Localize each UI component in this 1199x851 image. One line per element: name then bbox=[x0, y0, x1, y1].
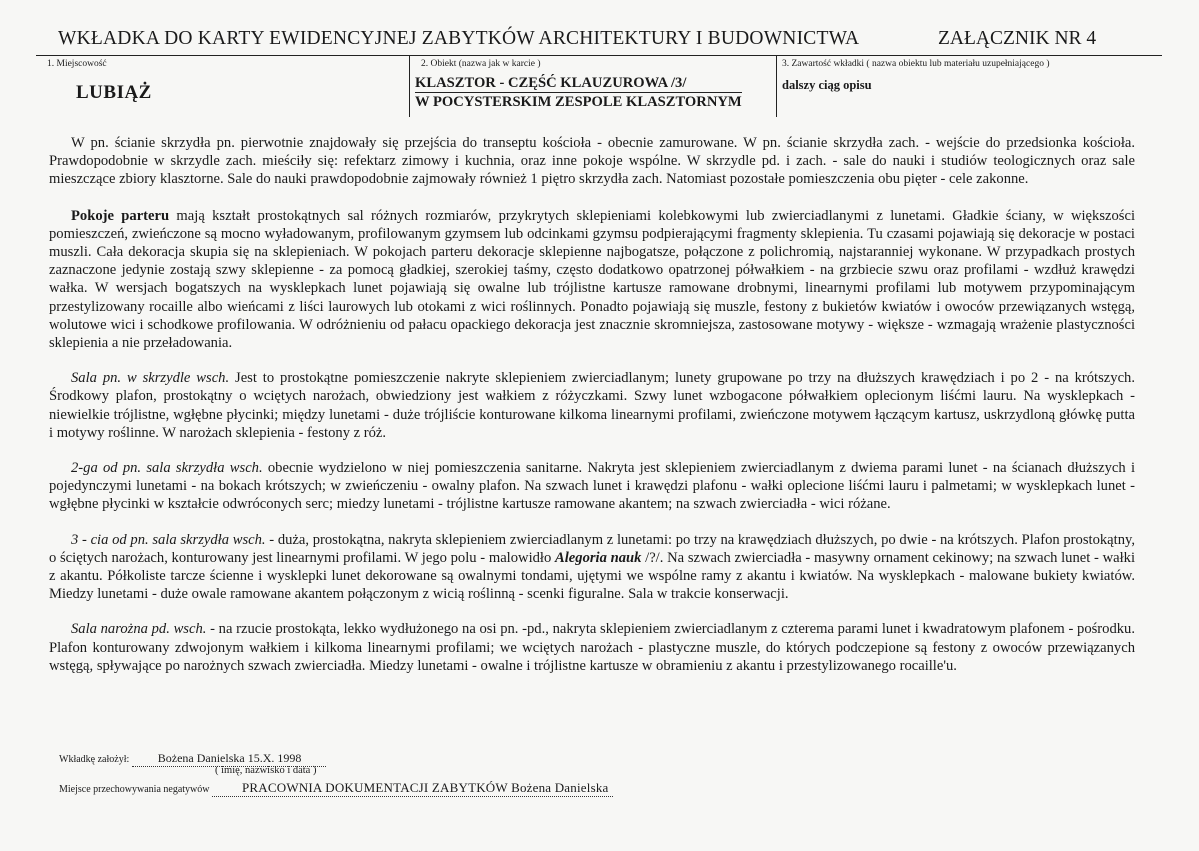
storage-line bbox=[59, 780, 613, 797]
storage-value: PRACOWNIA DOKUMENTACJI ZABYTKÓW Bożena Danielska bbox=[212, 780, 613, 797]
paragraph-4 bbox=[49, 459, 1135, 514]
header-table bbox=[36, 55, 1162, 117]
paragraph-5-painting-title: Alegoria nauk bbox=[555, 549, 642, 566]
annex-number: ZAŁĄCZNIK NR 4 bbox=[938, 28, 1097, 49]
object-name bbox=[415, 75, 773, 111]
object-cell bbox=[410, 56, 777, 117]
paragraph-3-lead: Sala pn. w skrzydle wsch. bbox=[71, 370, 230, 387]
description-body bbox=[49, 134, 1135, 675]
contents-label: 3. Zawartość wkładki ( nazwa obiektu lub materiału uzupełniającego ) bbox=[782, 59, 1050, 69]
object-name-line-2: W POCYSTERSKIM ZESPOLE KLASZTORNYM bbox=[415, 94, 742, 110]
object-label: 2. Obiekt (nazwa jak w karcie ) bbox=[421, 59, 541, 69]
form-title: WKŁADKA DO KARTY EWIDENCYJNEJ ZABYTKÓW ARCHITEKTURY I BUDOWNICTWA bbox=[58, 28, 860, 49]
object-name-line-1: KLASZTOR - CZĘŚĆ KLAUZUROWA /3/ bbox=[415, 75, 687, 91]
paragraph-2-text: mają kształt prostokątnych sal różnych rozmiarów, przykrytych sklepieniami kolebkowymi lub zwierciadlanymi z lunetami. Gładkie ściany, w większości pomieszczeń, zwieńczone są mocno wyładowanym, profilowanym gzymsem lub odcinkami gzymsu podpierającymi fragmenty sklepienia. Tu czasami pojawiają się dekoracje w postaci muszli. Cała dekoracja skupia się na sklepieniach. W pokojach parteru dekoracje sklepienne najbogatsze, połączone z polichromią, najstaranniej wykonane. W przypadkach prostych zaznaczone jedynie zostają szwy sklepienne - za pomocą gładkiej, szerokiej taśmy, często dodatkowo opatrzonej półwałkiem - na grzbiecie szwu oraz profilami - wzdłuż krawędzi wałka. W wersjach bogatszych na wysklepkach lunet pojawiają się owalne lub trójlistne kartusze ramowane drobnymi, linearnymi profilami lub motywem przypominającym przestylizowany rocaille albo wieńcami z liści laurowych lub otokami z wici roślinnych. Ponadto pojawiają się muszle, festony z bukietów kwiatów i owoców przewiązanych wstęgą, wolutowe wici i schodkowe profilowania. W odróżnieniu od pałacu opackiego dekoracja jest znacznie skromniejsza, zastosowane motywy - większe - wzmagają wrażenie plastyczności sklepienia a nie przeładowania. bbox=[49, 207, 1135, 352]
paragraph-1: W pn. ścianie skrzydła pn. pierwotnie znajdowały się przejścia do transeptu kościoła - obecnie zamurowane. W pn. ścianie skrzydła zach. - wejście do przedsionka kościoła. Prawdopodobnie w skrzydle zach. mieściły się: refektarz zimowy i kuchnia, oraz inne pokoje wspólne. W skrzydle pd. i zach. - sale do nauki i studiów teologicznych oraz sale mieszczące zbiory klasztorne. Sale do nauki prawdopodobnie zajmowały również 1 piętro skrzydła zach. Natomiast pozostałe pomieszczenia obu pięter - cele zakonne. bbox=[49, 135, 1135, 188]
paragraph-3-text: Jest to prostokątne pomieszczenie nakryte sklepieniem zwierciadlanym; lunety grupowane po trzy na dłuższych krawędziach i po 2 - na krótszych. Środkowy plafon, prostokątny o wciętych narożach, obwiedziony jest wałkiem z różyczkami. Szwy lunet wzbogacone półwałkiem oplecionym liśćmi lauru. Na wysklepkach - niewielkie trójlistne, wgłębne płycinki; między lunetami - duże trójliście konturowane kilkoma linearnymi profilami, zwieńczone motywem łączącym kartusz, uskrzydloną główkę putta i motywy roślinne. W narożach sklepienia - festony z róż. bbox=[49, 370, 1135, 441]
author-value: Bożena Danielska 15.X. 1998 bbox=[132, 751, 326, 767]
paragraph-5 bbox=[49, 531, 1135, 604]
contents-cell bbox=[777, 56, 1162, 117]
storage-label: Miejsce przechowywania negatywów bbox=[59, 784, 210, 795]
paragraph-3 bbox=[49, 369, 1135, 442]
paragraph-2-lead: Pokoje parteru bbox=[71, 207, 170, 224]
contents-value: dalszy ciąg opisu bbox=[782, 78, 872, 92]
paragraph-6 bbox=[49, 620, 1135, 675]
author-hint: ( imię, nazwisko i data ) bbox=[215, 765, 317, 776]
paragraph-4-text: obecnie wydzielono w niej pomieszczenia sanitarne. Nakryta jest sklepieniem zwierciadlanym z dwiema parami lunet - na ścianach dłuższych i pojedynczymi lunetami - na bokach krótszych; w zwieńczeniu - owalny plafon. Na szwach lunet i krawędzi plafonu - wałki oplecione liśćmi lauru i palmetami; w wysklepkach lunet - wgłębne płycinki w kształcie odwróconych serc; miedzy lunetami - trójlistne kartusze ramowane akantem; na szwach zwierciadła - wici różane. bbox=[49, 460, 1135, 513]
locality-label: 1. Miejscowość bbox=[47, 59, 107, 69]
paragraph-5-text-a: - duża, prostokątna, nakryta sklepieniem zwierciadlanym z lunetami: po trzy na krawędziach dłuższych, po dwie - na krótszych. Plafon prostokątny, o ściętych narożach, konturowany jest linearnymi profilami. W jego polu - malowidło bbox=[49, 531, 1135, 566]
paragraph-6-text: - na rzucie prostokąta, lekko wydłużonego na osi pn. -pd., nakryta sklepieniem zwierciadlanym z czterema parami lunet i kwadratowym plafonem - pośrodku. Plafon konturowany zdwojonym wałkiem i kilkoma linearnymi profilami; we wciętych narożach - plastyczne muszle, do których podczepione są festony z owoców przewiązanych wstęgą, spływające po narożnych szwach zwierciadła. Miedzy lunetami - owalne i trójlistne kartusze w obramieniu z akantu i przestylizowanego rocaille'u. bbox=[49, 621, 1135, 674]
locality-cell bbox=[36, 56, 410, 117]
paragraph-5-text-b: /?/. Na szwach zwierciadła - masywny ornament cekinowy; na szwach lunet - wałki z akantu. Półkoliste tarcze ścienne i wysklepki lunet dekorowane są owalnymi tondami, ujętymi we wspólne ramy z akantu i kwiatów. Na wysklepkach - malowane bukiety kwiatów. Miedzy lunetami - duże owale ramowane akantem połączonym z wicią roślinną - scenki figuralne. Sala w trakcie konserwacji. bbox=[49, 549, 1135, 603]
paragraph-6-lead: Sala narożna pd. wsch. bbox=[71, 621, 207, 638]
author-label: Wkładkę założył: bbox=[59, 754, 130, 765]
locality-value: LUBIĄŻ bbox=[76, 82, 152, 103]
paragraph-5-lead: 3 - cia od pn. sala skrzydła wsch. bbox=[71, 531, 266, 548]
paragraph-2 bbox=[49, 207, 1135, 353]
paragraph-4-lead: 2-ga od pn. sala skrzydła wsch. bbox=[71, 460, 263, 477]
